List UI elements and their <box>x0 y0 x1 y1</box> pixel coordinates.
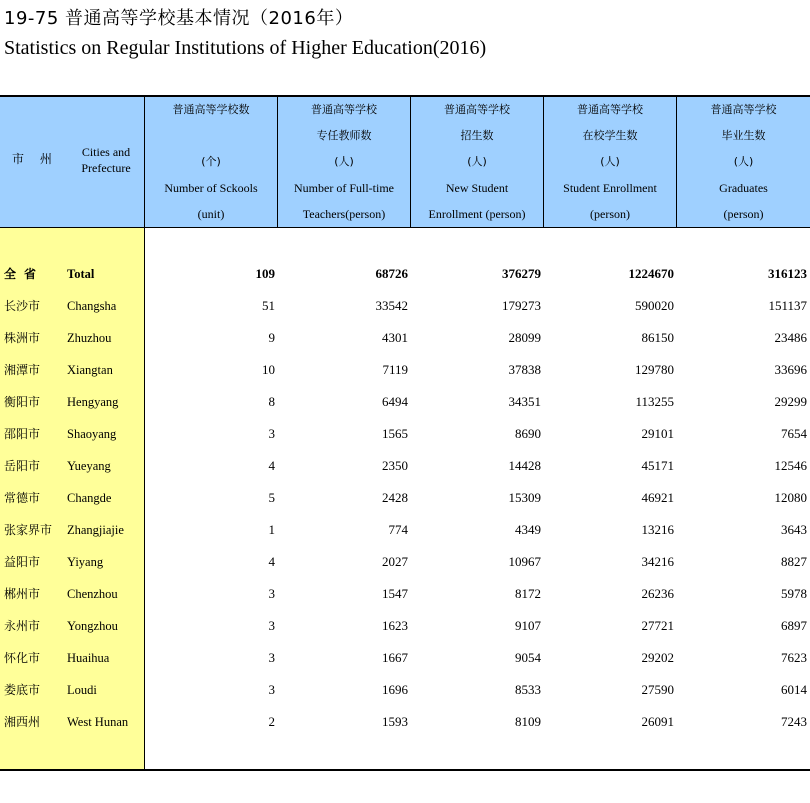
cell-enrollment: 86150 <box>641 330 674 345</box>
table-bottom-rule <box>0 769 810 771</box>
header-unit-cn: (人) <box>334 155 354 168</box>
cell-teachers: 1623 <box>382 618 408 633</box>
cell-schools: 3 <box>268 650 275 665</box>
cell-graduates: 12546 <box>774 458 807 473</box>
cell-enrollment: 27590 <box>641 682 674 697</box>
cell-schools: 3 <box>268 618 275 633</box>
cell-new-students: 8172 <box>515 586 541 601</box>
header-line: 专任教师数 <box>316 129 372 142</box>
cell-graduates: 151137 <box>768 298 807 313</box>
region-name-chinese: 长沙市 <box>4 299 41 313</box>
cell-schools: 3 <box>268 426 275 441</box>
table-row <box>0 290 810 322</box>
cell-schools: 5 <box>268 490 275 505</box>
cell-teachers: 774 <box>388 522 408 537</box>
cell-new-students: 8533 <box>515 682 541 697</box>
region-name-chinese: 全省 <box>4 267 45 281</box>
region-name-chinese: 常德市 <box>4 491 41 505</box>
cell-graduates: 8827 <box>781 554 807 569</box>
header-line: 毕业生数 <box>721 129 766 142</box>
cell-enrollment: 46921 <box>641 490 674 505</box>
region-name-english: Hengyang <box>67 395 119 409</box>
header-unit-en: Enrollment (person) <box>428 207 526 221</box>
region-name-english: Changsha <box>67 299 117 313</box>
header-line: 普通高等学校 <box>710 103 777 116</box>
table-row <box>0 610 810 642</box>
cell-graduates: 3643 <box>781 522 807 537</box>
region-name-chinese: 郴州市 <box>4 587 41 601</box>
header-unit-en: (unit) <box>197 207 225 221</box>
cell-new-students: 15309 <box>508 490 541 505</box>
header-line-en: Student Enrollment <box>563 181 657 195</box>
cell-graduates: 316123 <box>768 266 807 281</box>
region-name-chinese: 邵阳市 <box>4 427 41 441</box>
region-name-chinese: 怀化市 <box>4 651 41 665</box>
header-unit-cn: (人) <box>600 155 620 168</box>
cell-enrollment: 13216 <box>641 522 674 537</box>
header-line-en: Number of Full-time <box>294 181 394 195</box>
table-row <box>0 706 810 738</box>
region-name-english: Zhangjiajie <box>67 523 124 537</box>
header-line: 普通高等学校 <box>444 103 510 116</box>
cell-schools: 109 <box>255 266 275 281</box>
cell-enrollment: 29202 <box>641 650 674 665</box>
table-row <box>0 354 810 386</box>
cell-teachers: 2428 <box>382 490 408 505</box>
region-name-chinese: 张家界市 <box>4 523 53 537</box>
cell-teachers: 2350 <box>382 458 408 473</box>
region-name-english: Chenzhou <box>67 587 118 601</box>
header-line: 普通高等学校 <box>311 103 377 116</box>
header-graduates <box>677 97 810 227</box>
header-unit-en: (person) <box>723 207 764 221</box>
cell-new-students: 34351 <box>508 394 541 409</box>
cell-graduates: 29299 <box>774 394 807 409</box>
header-unit-en: Teachers(person) <box>302 207 386 221</box>
cell-teachers: 1667 <box>382 650 408 665</box>
header-line: 普通高等学校数 <box>172 103 250 116</box>
header-line-en: Number of Sckools <box>164 181 258 195</box>
cell-schools: 3 <box>268 586 275 601</box>
cell-new-students: 10967 <box>508 554 541 569</box>
table-row <box>0 514 810 546</box>
region-name-english: Loudi <box>67 683 97 697</box>
cell-new-students: 8690 <box>515 426 541 441</box>
table-row <box>0 386 810 418</box>
cell-enrollment: 590020 <box>635 298 674 313</box>
region-name-english: Zhuzhou <box>67 331 112 345</box>
cell-enrollment: 34216 <box>641 554 674 569</box>
cell-teachers: 1565 <box>382 426 408 441</box>
cell-schools: 3 <box>268 682 275 697</box>
table-row <box>0 578 810 610</box>
header-enrollment <box>544 97 676 227</box>
cell-new-students: 37838 <box>508 362 541 377</box>
region-name-english: Yongzhou <box>67 619 118 633</box>
cell-new-students: 14428 <box>508 458 541 473</box>
cell-schools: 2 <box>268 714 275 729</box>
region-name-chinese: 衡阳市 <box>4 395 41 409</box>
cell-graduates: 33696 <box>774 362 807 377</box>
cell-teachers: 2027 <box>382 554 408 569</box>
cell-graduates: 7623 <box>781 650 807 665</box>
cell-teachers: 1593 <box>382 714 408 729</box>
cell-teachers: 4301 <box>382 330 408 345</box>
cell-new-students: 9054 <box>515 650 541 665</box>
cell-enrollment: 29101 <box>641 426 674 441</box>
table-row-total <box>0 258 810 290</box>
region-name-chinese: 益阳市 <box>4 555 41 569</box>
cell-graduates: 6897 <box>781 618 807 633</box>
cell-new-students: 8109 <box>515 714 541 729</box>
table-row <box>0 546 810 578</box>
header-unit-cn: (个) <box>201 155 221 168</box>
page-title-chinese: 19-75 普通高等学校基本情况（2016年） <box>4 8 354 29</box>
region-name-english: Xiangtan <box>67 363 113 377</box>
cell-schools: 4 <box>268 458 275 473</box>
cell-graduates: 7243 <box>781 714 807 729</box>
cell-schools: 51 <box>262 298 275 313</box>
table-row <box>0 322 810 354</box>
region-name-chinese: 湘潭市 <box>4 363 41 377</box>
cell-teachers: 7119 <box>382 362 408 377</box>
cell-new-students: 376279 <box>502 266 541 281</box>
region-name-english: West Hunan <box>67 715 129 729</box>
table-row <box>0 418 810 450</box>
header-unit-cn: (人) <box>467 155 487 168</box>
cell-schools: 9 <box>268 330 275 345</box>
table-row <box>0 642 810 674</box>
table-row <box>0 482 810 514</box>
header-region-chinese: 市 州 <box>12 152 58 166</box>
cell-new-students: 9107 <box>515 618 541 633</box>
header-line: 普通高等学校 <box>577 103 643 116</box>
cell-new-students: 28099 <box>508 330 541 345</box>
region-name-chinese: 娄底市 <box>4 683 41 697</box>
header-line <box>145 123 277 149</box>
region-name-english: Yueyang <box>67 459 111 473</box>
cell-graduates: 7654 <box>781 426 807 441</box>
table-row <box>0 450 810 482</box>
cell-teachers: 68726 <box>375 266 408 281</box>
cell-graduates: 12080 <box>774 490 807 505</box>
region-name-english: Changde <box>67 491 112 505</box>
cell-graduates: 23486 <box>774 330 807 345</box>
region-name-chinese: 株洲市 <box>4 331 41 345</box>
cell-schools: 8 <box>268 394 275 409</box>
cell-enrollment: 26091 <box>641 714 674 729</box>
region-name-english: Huaihua <box>67 651 110 665</box>
header-unit-cn: (人) <box>733 155 754 168</box>
cell-teachers: 6494 <box>382 394 408 409</box>
cell-teachers: 33542 <box>375 298 408 313</box>
header-line-en: Graduates <box>719 181 768 195</box>
cell-new-students: 179273 <box>502 298 541 313</box>
header-line: 在校学生数 <box>582 129 638 142</box>
cell-enrollment: 45171 <box>641 458 674 473</box>
cell-enrollment: 113255 <box>635 394 674 409</box>
cell-schools: 10 <box>262 362 275 377</box>
cell-enrollment: 129780 <box>635 362 674 377</box>
header-unit-en: (person) <box>590 207 630 221</box>
page-title-english: Statistics on Regular Institutions of Higher Education(2016) <box>4 37 487 59</box>
region-name-english: Shaoyang <box>67 427 117 441</box>
region-name-chinese: 岳阳市 <box>4 459 41 473</box>
header-new-students <box>411 97 543 227</box>
region-name-chinese: 湘西州 <box>4 715 41 729</box>
cell-graduates: 5978 <box>781 586 807 601</box>
region-name-english: Yiyang <box>67 555 104 569</box>
cell-enrollment: 1224670 <box>628 266 674 281</box>
cell-new-students: 4349 <box>515 522 541 537</box>
cell-teachers: 1547 <box>382 586 408 601</box>
table-row <box>0 674 810 706</box>
region-name-chinese: 永州市 <box>4 619 41 633</box>
cell-enrollment: 26236 <box>641 586 674 601</box>
cell-enrollment: 27721 <box>641 618 674 633</box>
header-schools <box>145 97 277 227</box>
cell-graduates: 6014 <box>781 682 807 697</box>
header-line-en: New Student <box>445 181 509 195</box>
header-region-english: Cities and Prefecture <box>81 145 131 175</box>
header-teachers <box>278 97 410 227</box>
cell-schools: 1 <box>268 522 275 537</box>
region-name-english: Total <box>67 267 95 281</box>
header-line: 招生数 <box>460 129 494 142</box>
cell-teachers: 1696 <box>382 682 408 697</box>
cell-schools: 4 <box>268 554 275 569</box>
